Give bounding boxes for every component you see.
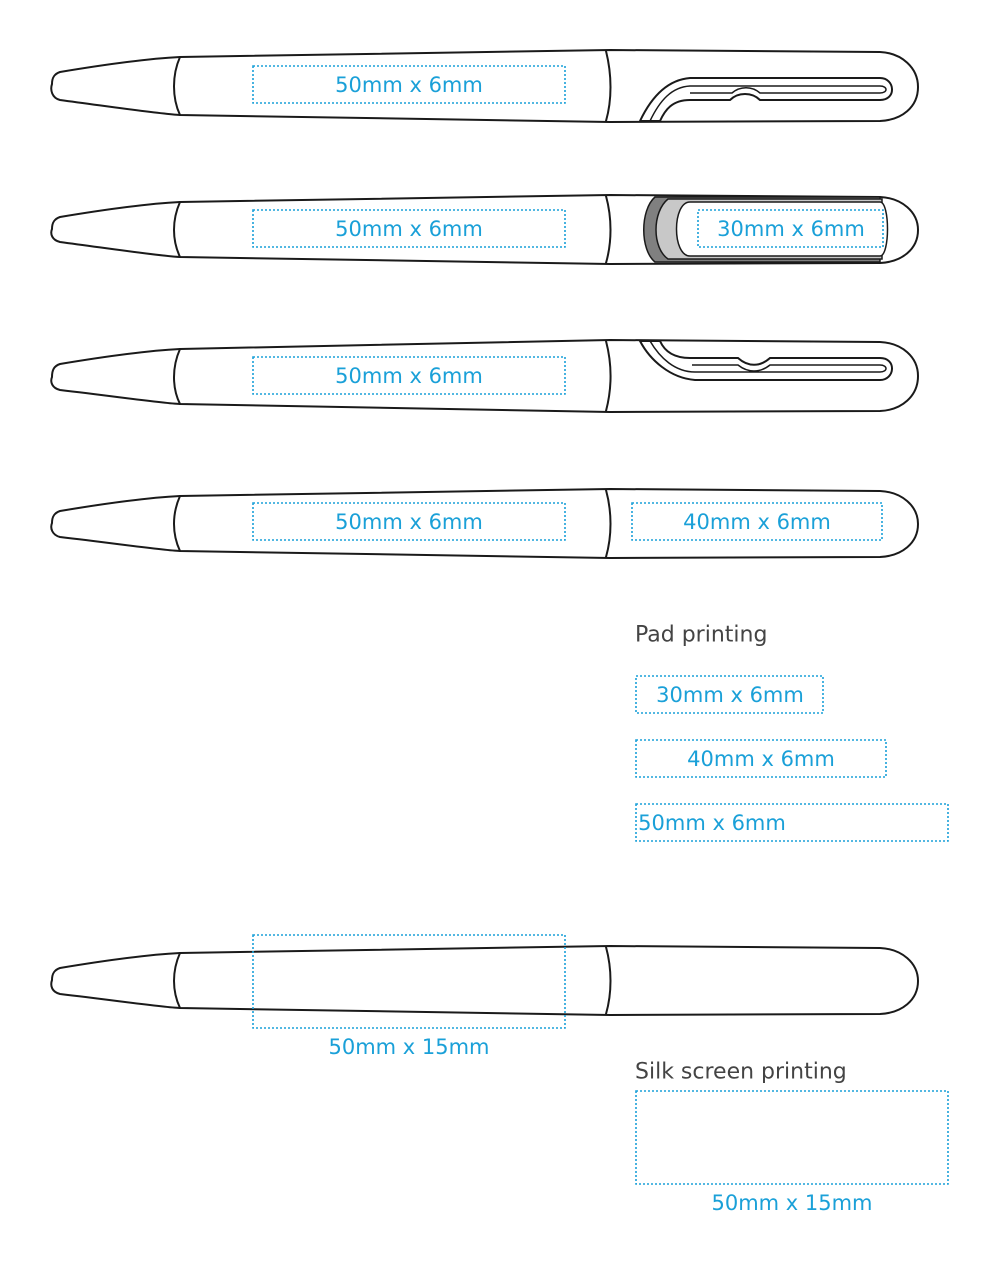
pen-1	[51, 50, 918, 122]
cap-print-area-label: 40mm x 6mm	[683, 510, 831, 534]
silk-size	[636, 1091, 948, 1184]
pad-size-30-label: 30mm x 6mm	[656, 683, 804, 707]
pad-size-40-label: 40mm x 6mm	[687, 747, 835, 771]
silk-print-area-label: 50mm x 15mm	[328, 1035, 490, 1059]
silk-screen-legend	[635, 1060, 948, 1216]
pen-2	[51, 195, 918, 264]
clip-print-area-label: 30mm x 6mm	[717, 217, 865, 241]
pad-printing-legend	[635, 623, 948, 842]
print-area-label: 50mm x 6mm	[335, 73, 483, 97]
pen-3	[51, 340, 918, 412]
pad-size-50-label: 50mm x 6mm	[638, 811, 786, 835]
pen-body	[51, 946, 918, 1015]
print-area-label: 50mm x 6mm	[335, 510, 483, 534]
pen-5	[51, 935, 918, 1059]
print-area-label: 50mm x 6mm	[335, 217, 483, 241]
pen-4	[51, 489, 918, 558]
silk-screen-heading: Silk screen printing	[635, 1059, 847, 1085]
silk-size-label: 50mm x 15mm	[711, 1191, 873, 1215]
pad-printing-heading: Pad printing	[635, 622, 768, 648]
print-area-label: 50mm x 6mm	[335, 364, 483, 388]
